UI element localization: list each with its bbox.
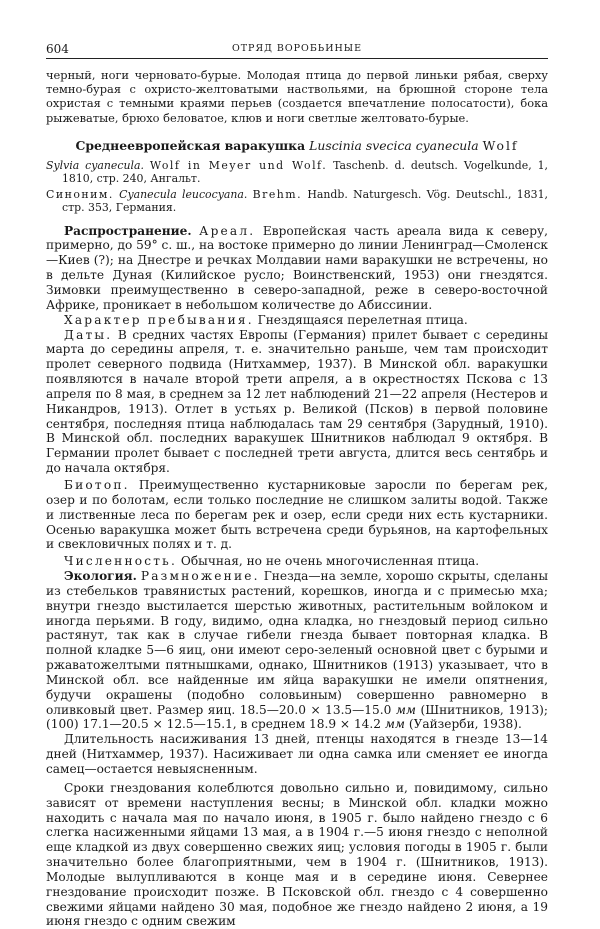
intro-paragraph: черный, ноги черновато-бурые. Молодая птица до первой линьки рябая, сверху темно-бурая с охристо-желтоватыми наствольями, на брюшной стороне тела охристая с темными краями перьев (создается впечатление полосатости), бока рыжеватые, брюхо беловатое, клюв и ноги светлые желтовато-бурые. [46, 68, 548, 125]
biotope-label: Биотоп. [64, 477, 130, 492]
distribution-text: Европейская часть ареала вида к северу, примерно, до 59° с. ш., на востоке примерно до линии Ленинград—Смоленск—Киев (?); на Днестре и речках Молдавии нами варакушки не встречены, но в дельте Дуная (Килийское русло; Воинственский, 1953) они гнездятся. Зимовки преимущественно в северо-западной, реже в северо-восточной Африке, проникает в небольшом количестве до Абиссинии. [46, 223, 549, 312]
article-body [46, 224, 548, 929]
ecology-lead: Экология. [64, 569, 137, 584]
character-text: Гнездящаяся перелетная птица. [257, 312, 468, 327]
running-title: ОТРЯД ВОРОБЬИНЫЕ [231, 43, 363, 54]
heading-author: Wolf [482, 137, 519, 153]
ecology-text: (Шнитников, 1913); (100) 17.1—20.5 × 12.5—15.1, в среднем 18.9 × 14.2 [46, 702, 548, 732]
ecology-paragraph [46, 569, 548, 732]
heading-latin-name: Luscinia svecica cyanecula [309, 137, 479, 153]
incubation-paragraph: Длительность насиживания 13 дней, птенцы находятся в гнезде 13—14 дней (Нитхаммер, 1937). Насиживает ли одна самка или сменяет ее иногда самец—остается невыясненным. [46, 732, 548, 776]
synonym-name: Sylvia cyanecula. [46, 158, 144, 172]
synonym-entry [46, 188, 548, 214]
synonym-authors: Wolf in Meyer und Wolf. [149, 158, 328, 172]
dates-paragraph [46, 328, 548, 476]
distribution-lead: Распространение. [64, 223, 192, 238]
nesting-dates-paragraph: Сроки гнездования колеблются довольно сильно и, повидимому, сильно зависят от времени наступления весны; в Минской обл. кладки можно находить с начала мая по начало июня, в 1905 г. было найдено гнездо с 6 слегка насиженными яйцами 13 мая, а в 1904 г.—5 июня гнездо с неполной еще кладкой из двух совершенно свежих яиц; условия погоды в 1905 г. были значительно более благоприятными, чем в 1904 г. (Шнитников, 1913). Молодые вылупливаются в конце мая и в середине июня. Севернее гнездование происходит позже. В Псковской обл. гнездо с 4 совершенно свежими яйцами найдено 30 мая, подобное же гнездо найдено 2 июня, а 19 июня гнездо с одним свежим [46, 780, 548, 929]
abundance-text: Обычная, но не очень многочисленная птица. [180, 554, 480, 569]
abundance-paragraph [46, 554, 548, 569]
ecology-text: (Уайзерби, 1938). [408, 717, 522, 732]
abundance-label: Численность. [64, 554, 178, 569]
synonym-label: Синоним. [46, 188, 114, 202]
synonym-authors: Brehm. [252, 188, 303, 202]
synonym-name: Cyanecula leucocyana. [119, 188, 248, 202]
biotope-text: Преимущественно кустарниковые заросли по берегам рек, озер и по болотам, если только последние не слишком залиты водой. Также и лиственные леса по берегам рек и озер, если среди них есть кустарники. Осенью варакушка может быть встречена среди бурьянов, на картофельных и свекловичных полях и т. д. [46, 477, 548, 552]
biotope-paragraph [46, 478, 548, 552]
page-header [46, 40, 548, 59]
book-page [46, 40, 548, 929]
page-number: 604 [46, 42, 69, 56]
unit-mm: мм [395, 702, 416, 717]
distribution-label: Ареал. [199, 223, 256, 238]
distribution-paragraph [46, 224, 548, 313]
dates-label: Даты. [64, 327, 113, 342]
synonym-entry [46, 159, 548, 185]
character-paragraph [46, 313, 548, 328]
dates-text: В средних частях Европы (Германия) прилет бывает с середины марта до середины апреля, т. е. значительно раньше, чем там происходит пролет северного подвида (Нитхаммер, 1937). В Минской обл. варакушки появляются в начале второй трети апреля, а в окрестностях Пскова с 13 апреля по 8 мая, в среднем за 12 лет наблюдений 21—22 апреля (Нестеров и Никандров, 1913). Отлет в устьях р. Великой (Псков) в первой половине сентября, последняя птица наблюдалась там 29 сентября (Зарудный, 1910). В Минской обл. последних варакушек Шнитников наблюдал 9 октября. В Германии пролет бывает с последней трети августа, длится весь сентябрь и до начала октября. [46, 327, 548, 476]
ecology-text: Гнезда—на земле, хорошо скрыты, сделаны из стебельков травянистых растений, корешков, иногда и с примесью мха; внутри гнездо выстилается шерстью животных, растительным войлоком и иногда перьями. В году, видимо, одна кладка, но гнездовый период сильно растянут, так как в случае гибели гнезда бывает повторная кладка. В полной кладке 5—6 яиц, они имеют серо-зеленый основной цвет с бурыми и ржаватожелтыми пятнышками, однако, Шнитников (1913) указывает, что в Минской обл. все найденные им яйца варакушки не имели опятнения, будучи окрашены (подобно соловьиным) совершенно равномерно в оливковый цвет. Размер яиц. 18.5—20.0 × 13.5—15.0 [46, 569, 549, 717]
section-heading [46, 138, 548, 153]
ecology-label: Размножение. [140, 569, 260, 584]
unit-mm: мм [384, 717, 405, 732]
heading-russian-name: Среднеевропейская варакушка [75, 137, 306, 153]
synonym-citation: Taschenb. d. deutsch. Vogelkunde, 1, 1810, стр. 240, Ангальт. [62, 158, 548, 186]
character-label: Характер пребывания. [64, 312, 254, 327]
synonym-citation: Handb. Naturgesch. Vög. Deutschl., 1831, стр. 353, Германия. [62, 188, 548, 215]
